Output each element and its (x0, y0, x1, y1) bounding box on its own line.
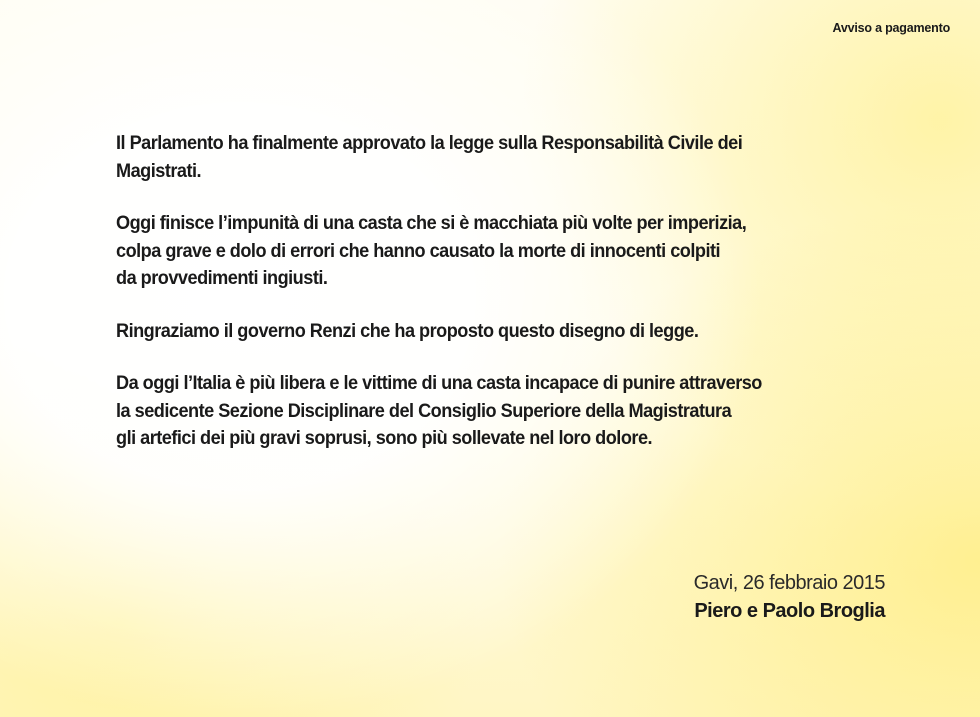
text-line: colpa grave e dolo di errori che hanno causato la morte di innocenti colpiti (116, 239, 721, 262)
place-date: Gavi, 26 febbraio 2015 (693, 572, 885, 594)
signatories: Piero e Paolo Broglia (694, 600, 885, 622)
text-line: Il Parlamento ha finalmente approvato la legge sulla Responsabilità Civile dei (116, 132, 743, 154)
paragraph-law-approved (116, 130, 907, 185)
text-line: da provvedimenti ingiusti. (116, 267, 328, 289)
text-line: gli artefici dei più gravi soprusi, sono più sollevate nel loro dolore. (116, 427, 653, 449)
text-line: Da oggi l’Italia è più libera e le vittime di una casta incapace di punire attraverso (116, 372, 762, 394)
text-line: Magistrati. (116, 159, 202, 182)
signature-block (694, 569, 885, 625)
text-line: Ringraziamo il governo Renzi che ha proposto questo disegno di legge. (116, 319, 699, 342)
text-line: la sedicente Sezione Disciplinare del Consiglio Superiore della Magistratura (116, 399, 732, 422)
paid-notice-label: Avviso a pagamento (832, 21, 950, 35)
announcement-body (116, 130, 906, 478)
paragraph-italy-freer (116, 370, 907, 453)
paragraph-impunity-ends (116, 210, 907, 293)
text-line: Oggi finisce l’impunità di una casta che si è macchiata più volte per imperizia, (116, 212, 747, 234)
paragraph-thanks (116, 318, 907, 346)
